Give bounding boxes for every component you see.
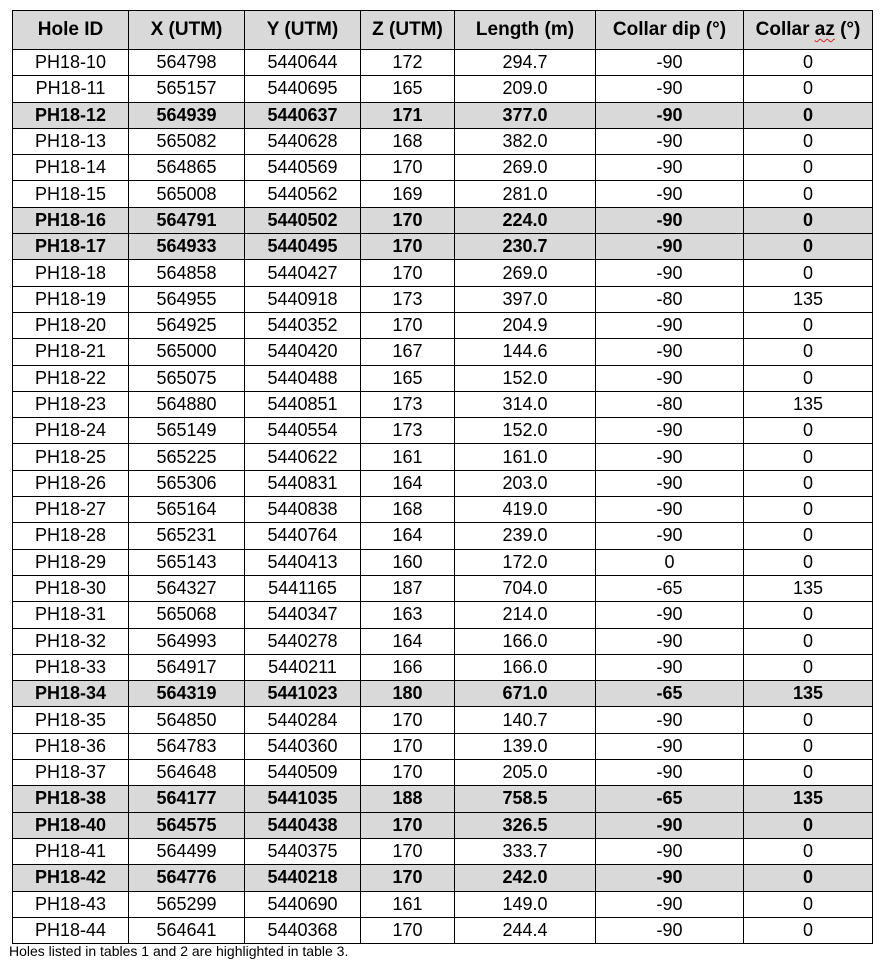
hole-id-cell: PH18-29 <box>13 549 129 575</box>
table-row <box>13 128 873 154</box>
collar-az-cell: 0 <box>744 470 873 496</box>
collar-dip-cell: -90 <box>596 891 744 917</box>
y-utm-cell: 5440695 <box>245 76 361 102</box>
length-cell: 230.7 <box>455 234 596 260</box>
x-utm-cell: 564933 <box>129 234 245 260</box>
length-cell: 377.0 <box>455 102 596 128</box>
z-utm-cell: 164 <box>361 470 455 496</box>
x-utm-cell: 564850 <box>129 707 245 733</box>
hole-id-cell: PH18-35 <box>13 707 129 733</box>
length-cell: 209.0 <box>455 76 596 102</box>
z-utm-cell: 170 <box>361 733 455 759</box>
hole-id-cell: PH18-22 <box>13 365 129 391</box>
table-row <box>13 155 873 181</box>
table-row <box>13 234 873 260</box>
table-row <box>13 260 873 286</box>
z-utm-cell: 171 <box>361 102 455 128</box>
y-utm-cell: 5440509 <box>245 760 361 786</box>
collar-az-cell: 0 <box>744 628 873 654</box>
x-utm-cell: 564993 <box>129 628 245 654</box>
collar-az-cell: 0 <box>744 128 873 154</box>
collar-az-cell: 0 <box>744 50 873 76</box>
length-cell: 269.0 <box>455 155 596 181</box>
collar-az-cell: 0 <box>744 654 873 680</box>
table-row <box>13 917 873 943</box>
length-cell: 224.0 <box>455 207 596 233</box>
x-utm-cell: 565231 <box>129 523 245 549</box>
y-utm-cell: 5441165 <box>245 575 361 601</box>
collar-dip-cell: -90 <box>596 917 744 943</box>
table-row <box>13 628 873 654</box>
z-utm-cell: 180 <box>361 681 455 707</box>
collar-az-cell: 0 <box>744 838 873 864</box>
table-row <box>13 838 873 864</box>
collar-dip-cell: -90 <box>596 470 744 496</box>
z-utm-cell: 164 <box>361 523 455 549</box>
x-utm-cell: 564177 <box>129 786 245 812</box>
y-utm-cell: 5441035 <box>245 786 361 812</box>
table-row <box>13 365 873 391</box>
y-utm-cell: 5440851 <box>245 391 361 417</box>
collar-dip-cell: -90 <box>596 497 744 523</box>
z-utm-cell: 173 <box>361 418 455 444</box>
hole-id-cell: PH18-38 <box>13 786 129 812</box>
collar-dip-cell: -90 <box>596 312 744 338</box>
x-utm-cell: 565164 <box>129 497 245 523</box>
y-utm-cell: 5440918 <box>245 286 361 312</box>
collar-dip-cell: -90 <box>596 365 744 391</box>
z-utm-cell: 161 <box>361 891 455 917</box>
collar-az-cell: 0 <box>744 497 873 523</box>
header-collar-az <box>744 11 873 50</box>
table-row <box>13 339 873 365</box>
length-cell: 161.0 <box>455 444 596 470</box>
z-utm-cell: 188 <box>361 786 455 812</box>
collar-dip-cell: -90 <box>596 733 744 759</box>
length-cell: 419.0 <box>455 497 596 523</box>
length-cell: 242.0 <box>455 865 596 891</box>
drill-holes-table <box>12 10 873 944</box>
z-utm-cell: 170 <box>361 207 455 233</box>
table-footnote: Holes listed in tables 1 and 2 are highlighted in table 3. <box>9 943 349 959</box>
z-utm-cell: 170 <box>361 865 455 891</box>
x-utm-cell: 564939 <box>129 102 245 128</box>
collar-az-cell: 135 <box>744 575 873 601</box>
collar-az-cell: 0 <box>744 707 873 733</box>
collar-dip-cell: -90 <box>596 838 744 864</box>
hole-id-cell: PH18-23 <box>13 391 129 417</box>
header-collar-dip: Collar dip (°) <box>596 11 744 50</box>
z-utm-cell: 173 <box>361 286 455 312</box>
collar-dip-cell: -90 <box>596 260 744 286</box>
x-utm-cell: 565008 <box>129 181 245 207</box>
y-utm-cell: 5440554 <box>245 418 361 444</box>
table-row <box>13 497 873 523</box>
y-utm-cell: 5440420 <box>245 339 361 365</box>
table-row <box>13 602 873 628</box>
hole-id-cell: PH18-14 <box>13 155 129 181</box>
x-utm-cell: 565082 <box>129 128 245 154</box>
collar-az-cell: 0 <box>744 891 873 917</box>
collar-dip-cell: -90 <box>596 865 744 891</box>
length-cell: 205.0 <box>455 760 596 786</box>
collar-az-cell: 135 <box>744 786 873 812</box>
collar-dip-cell: -65 <box>596 681 744 707</box>
collar-az-cell: 0 <box>744 207 873 233</box>
collar-az-cell: 135 <box>744 681 873 707</box>
hole-id-cell: PH18-28 <box>13 523 129 549</box>
collar-dip-cell: -90 <box>596 523 744 549</box>
length-cell: 203.0 <box>455 470 596 496</box>
hole-id-cell: PH18-25 <box>13 444 129 470</box>
hole-id-cell: PH18-10 <box>13 50 129 76</box>
length-cell: 140.7 <box>455 707 596 733</box>
hole-id-cell: PH18-41 <box>13 838 129 864</box>
table-row <box>13 312 873 338</box>
length-cell: 166.0 <box>455 654 596 680</box>
header-z-utm: Z (UTM) <box>361 11 455 50</box>
length-cell: 239.0 <box>455 523 596 549</box>
y-utm-cell: 5440764 <box>245 523 361 549</box>
collar-az-cell: 0 <box>744 76 873 102</box>
z-utm-cell: 168 <box>361 497 455 523</box>
z-utm-cell: 170 <box>361 917 455 943</box>
table-row <box>13 444 873 470</box>
z-utm-cell: 187 <box>361 575 455 601</box>
x-utm-cell: 564499 <box>129 838 245 864</box>
collar-az-cell: 0 <box>744 418 873 444</box>
collar-az-cell: 0 <box>744 917 873 943</box>
x-utm-cell: 565068 <box>129 602 245 628</box>
y-utm-cell: 5440368 <box>245 917 361 943</box>
z-utm-cell: 170 <box>361 234 455 260</box>
length-cell: 333.7 <box>455 838 596 864</box>
hole-id-cell: PH18-11 <box>13 76 129 102</box>
table-row <box>13 654 873 680</box>
y-utm-cell: 5440284 <box>245 707 361 733</box>
collar-az-cell: 0 <box>744 260 873 286</box>
length-cell: 152.0 <box>455 365 596 391</box>
x-utm-cell: 564783 <box>129 733 245 759</box>
hole-id-cell: PH18-15 <box>13 181 129 207</box>
collar-az-cell: 0 <box>744 155 873 181</box>
collar-az-cell: 0 <box>744 812 873 838</box>
z-utm-cell: 170 <box>361 260 455 286</box>
hole-id-cell: PH18-33 <box>13 654 129 680</box>
collar-dip-cell: -90 <box>596 628 744 654</box>
collar-dip-cell: -90 <box>596 181 744 207</box>
y-utm-cell: 5440644 <box>245 50 361 76</box>
y-utm-cell: 5440427 <box>245 260 361 286</box>
y-utm-cell: 5440211 <box>245 654 361 680</box>
length-cell: 671.0 <box>455 681 596 707</box>
x-utm-cell: 564776 <box>129 865 245 891</box>
x-utm-cell: 565075 <box>129 365 245 391</box>
hole-id-cell: PH18-43 <box>13 891 129 917</box>
collar-az-cell: 0 <box>744 733 873 759</box>
table-row <box>13 523 873 549</box>
y-utm-cell: 5440628 <box>245 128 361 154</box>
table-row <box>13 181 873 207</box>
collar-az-cell: 135 <box>744 286 873 312</box>
table-row <box>13 733 873 759</box>
x-utm-cell: 565157 <box>129 76 245 102</box>
table-row <box>13 575 873 601</box>
length-cell: 397.0 <box>455 286 596 312</box>
x-utm-cell: 565299 <box>129 891 245 917</box>
x-utm-cell: 564575 <box>129 812 245 838</box>
z-utm-cell: 173 <box>361 391 455 417</box>
header-length: Length (m) <box>455 11 596 50</box>
collar-az-cell: 0 <box>744 312 873 338</box>
table-row <box>13 207 873 233</box>
hole-id-cell: PH18-13 <box>13 128 129 154</box>
y-utm-cell: 5440622 <box>245 444 361 470</box>
x-utm-cell: 564917 <box>129 654 245 680</box>
collar-az-cell: 0 <box>744 365 873 391</box>
z-utm-cell: 170 <box>361 155 455 181</box>
y-utm-cell: 5440502 <box>245 207 361 233</box>
collar-dip-cell: -90 <box>596 418 744 444</box>
collar-dip-cell: -90 <box>596 602 744 628</box>
length-cell: 144.6 <box>455 339 596 365</box>
z-utm-cell: 160 <box>361 549 455 575</box>
collar-dip-cell: -90 <box>596 760 744 786</box>
collar-az-cell: 0 <box>744 602 873 628</box>
x-utm-cell: 564648 <box>129 760 245 786</box>
x-utm-cell: 564641 <box>129 917 245 943</box>
z-utm-cell: 167 <box>361 339 455 365</box>
x-utm-cell: 564955 <box>129 286 245 312</box>
collar-az-cell: 0 <box>744 523 873 549</box>
length-cell: 269.0 <box>455 260 596 286</box>
length-cell: 214.0 <box>455 602 596 628</box>
x-utm-cell: 564327 <box>129 575 245 601</box>
y-utm-cell: 5440831 <box>245 470 361 496</box>
hole-id-cell: PH18-19 <box>13 286 129 312</box>
collar-az-cell: 0 <box>744 339 873 365</box>
table-row <box>13 391 873 417</box>
hole-id-cell: PH18-12 <box>13 102 129 128</box>
y-utm-cell: 5440569 <box>245 155 361 181</box>
y-utm-cell: 5440562 <box>245 181 361 207</box>
y-utm-cell: 5440637 <box>245 102 361 128</box>
hole-id-cell: PH18-34 <box>13 681 129 707</box>
y-utm-cell: 5440352 <box>245 312 361 338</box>
z-utm-cell: 166 <box>361 654 455 680</box>
table-row <box>13 470 873 496</box>
collar-dip-cell: -90 <box>596 707 744 733</box>
hole-id-cell: PH18-31 <box>13 602 129 628</box>
collar-az-cell: 0 <box>744 102 873 128</box>
header-y-utm: Y (UTM) <box>245 11 361 50</box>
y-utm-cell: 5440413 <box>245 549 361 575</box>
header-collar-az-suffix: (°) <box>834 19 861 40</box>
length-cell: 294.7 <box>455 50 596 76</box>
hole-id-cell: PH18-42 <box>13 865 129 891</box>
y-utm-cell: 5441023 <box>245 681 361 707</box>
z-utm-cell: 161 <box>361 444 455 470</box>
table-row <box>13 812 873 838</box>
collar-az-cell: 0 <box>744 549 873 575</box>
table-row <box>13 286 873 312</box>
x-utm-cell: 565306 <box>129 470 245 496</box>
length-cell: 281.0 <box>455 181 596 207</box>
x-utm-cell: 564319 <box>129 681 245 707</box>
collar-dip-cell: -90 <box>596 128 744 154</box>
y-utm-cell: 5440838 <box>245 497 361 523</box>
length-cell: 166.0 <box>455 628 596 654</box>
z-utm-cell: 169 <box>361 181 455 207</box>
collar-dip-cell: -90 <box>596 444 744 470</box>
y-utm-cell: 5440438 <box>245 812 361 838</box>
y-utm-cell: 5440495 <box>245 234 361 260</box>
length-cell: 204.9 <box>455 312 596 338</box>
collar-az-cell: 135 <box>744 391 873 417</box>
hole-id-cell: PH18-20 <box>13 312 129 338</box>
z-utm-cell: 165 <box>361 76 455 102</box>
x-utm-cell: 565149 <box>129 418 245 444</box>
collar-dip-cell: -80 <box>596 391 744 417</box>
hole-id-cell: PH18-44 <box>13 917 129 943</box>
table-row <box>13 418 873 444</box>
y-utm-cell: 5440375 <box>245 838 361 864</box>
table-row <box>13 891 873 917</box>
hole-id-cell: PH18-27 <box>13 497 129 523</box>
hole-id-cell: PH18-37 <box>13 760 129 786</box>
x-utm-cell: 565143 <box>129 549 245 575</box>
collar-dip-cell: -90 <box>596 234 744 260</box>
y-utm-cell: 5440690 <box>245 891 361 917</box>
header-collar-az-word: az <box>814 19 835 40</box>
z-utm-cell: 170 <box>361 312 455 338</box>
x-utm-cell: 564798 <box>129 50 245 76</box>
header-collar-az-prefix: Collar <box>755 19 815 40</box>
hole-id-cell: PH18-21 <box>13 339 129 365</box>
length-cell: 149.0 <box>455 891 596 917</box>
collar-az-cell: 0 <box>744 444 873 470</box>
length-cell: 152.0 <box>455 418 596 444</box>
collar-dip-cell: -90 <box>596 102 744 128</box>
collar-dip-cell: -90 <box>596 76 744 102</box>
length-cell: 172.0 <box>455 549 596 575</box>
z-utm-cell: 170 <box>361 760 455 786</box>
table-body <box>13 50 873 944</box>
table-row <box>13 786 873 812</box>
table-row <box>13 76 873 102</box>
x-utm-cell: 565225 <box>129 444 245 470</box>
header-x-utm: X (UTM) <box>129 11 245 50</box>
collar-dip-cell: -65 <box>596 575 744 601</box>
length-cell: 139.0 <box>455 733 596 759</box>
z-utm-cell: 168 <box>361 128 455 154</box>
hole-id-cell: PH18-32 <box>13 628 129 654</box>
hole-id-cell: PH18-17 <box>13 234 129 260</box>
collar-az-cell: 0 <box>744 234 873 260</box>
z-utm-cell: 165 <box>361 365 455 391</box>
table-row <box>13 760 873 786</box>
length-cell: 382.0 <box>455 128 596 154</box>
collar-dip-cell: -90 <box>596 339 744 365</box>
collar-az-cell: 0 <box>744 865 873 891</box>
hole-id-cell: PH18-24 <box>13 418 129 444</box>
collar-dip-cell: -90 <box>596 207 744 233</box>
x-utm-cell: 564925 <box>129 312 245 338</box>
collar-dip-cell: -90 <box>596 155 744 181</box>
z-utm-cell: 163 <box>361 602 455 628</box>
z-utm-cell: 170 <box>361 707 455 733</box>
collar-az-cell: 0 <box>744 181 873 207</box>
header-row <box>13 11 873 50</box>
table-row <box>13 707 873 733</box>
z-utm-cell: 172 <box>361 50 455 76</box>
collar-dip-cell: -90 <box>596 50 744 76</box>
x-utm-cell: 564791 <box>129 207 245 233</box>
table-row <box>13 549 873 575</box>
collar-dip-cell: -65 <box>596 786 744 812</box>
collar-dip-cell: 0 <box>596 549 744 575</box>
hole-id-cell: PH18-36 <box>13 733 129 759</box>
x-utm-cell: 564858 <box>129 260 245 286</box>
hole-id-cell: PH18-16 <box>13 207 129 233</box>
y-utm-cell: 5440360 <box>245 733 361 759</box>
collar-dip-cell: -80 <box>596 286 744 312</box>
x-utm-cell: 564865 <box>129 155 245 181</box>
header-hole-id: Hole ID <box>13 11 129 50</box>
y-utm-cell: 5440218 <box>245 865 361 891</box>
length-cell: 314.0 <box>455 391 596 417</box>
length-cell: 758.5 <box>455 786 596 812</box>
table-row <box>13 50 873 76</box>
x-utm-cell: 564880 <box>129 391 245 417</box>
table-row <box>13 681 873 707</box>
y-utm-cell: 5440347 <box>245 602 361 628</box>
length-cell: 244.4 <box>455 917 596 943</box>
length-cell: 326.5 <box>455 812 596 838</box>
y-utm-cell: 5440278 <box>245 628 361 654</box>
hole-id-cell: PH18-30 <box>13 575 129 601</box>
hole-id-cell: PH18-18 <box>13 260 129 286</box>
z-utm-cell: 170 <box>361 812 455 838</box>
collar-dip-cell: -90 <box>596 812 744 838</box>
y-utm-cell: 5440488 <box>245 365 361 391</box>
z-utm-cell: 170 <box>361 838 455 864</box>
hole-id-cell: PH18-40 <box>13 812 129 838</box>
z-utm-cell: 164 <box>361 628 455 654</box>
length-cell: 704.0 <box>455 575 596 601</box>
x-utm-cell: 565000 <box>129 339 245 365</box>
table-row <box>13 102 873 128</box>
hole-id-cell: PH18-26 <box>13 470 129 496</box>
table-row <box>13 865 873 891</box>
collar-az-cell: 0 <box>744 760 873 786</box>
collar-dip-cell: -90 <box>596 654 744 680</box>
